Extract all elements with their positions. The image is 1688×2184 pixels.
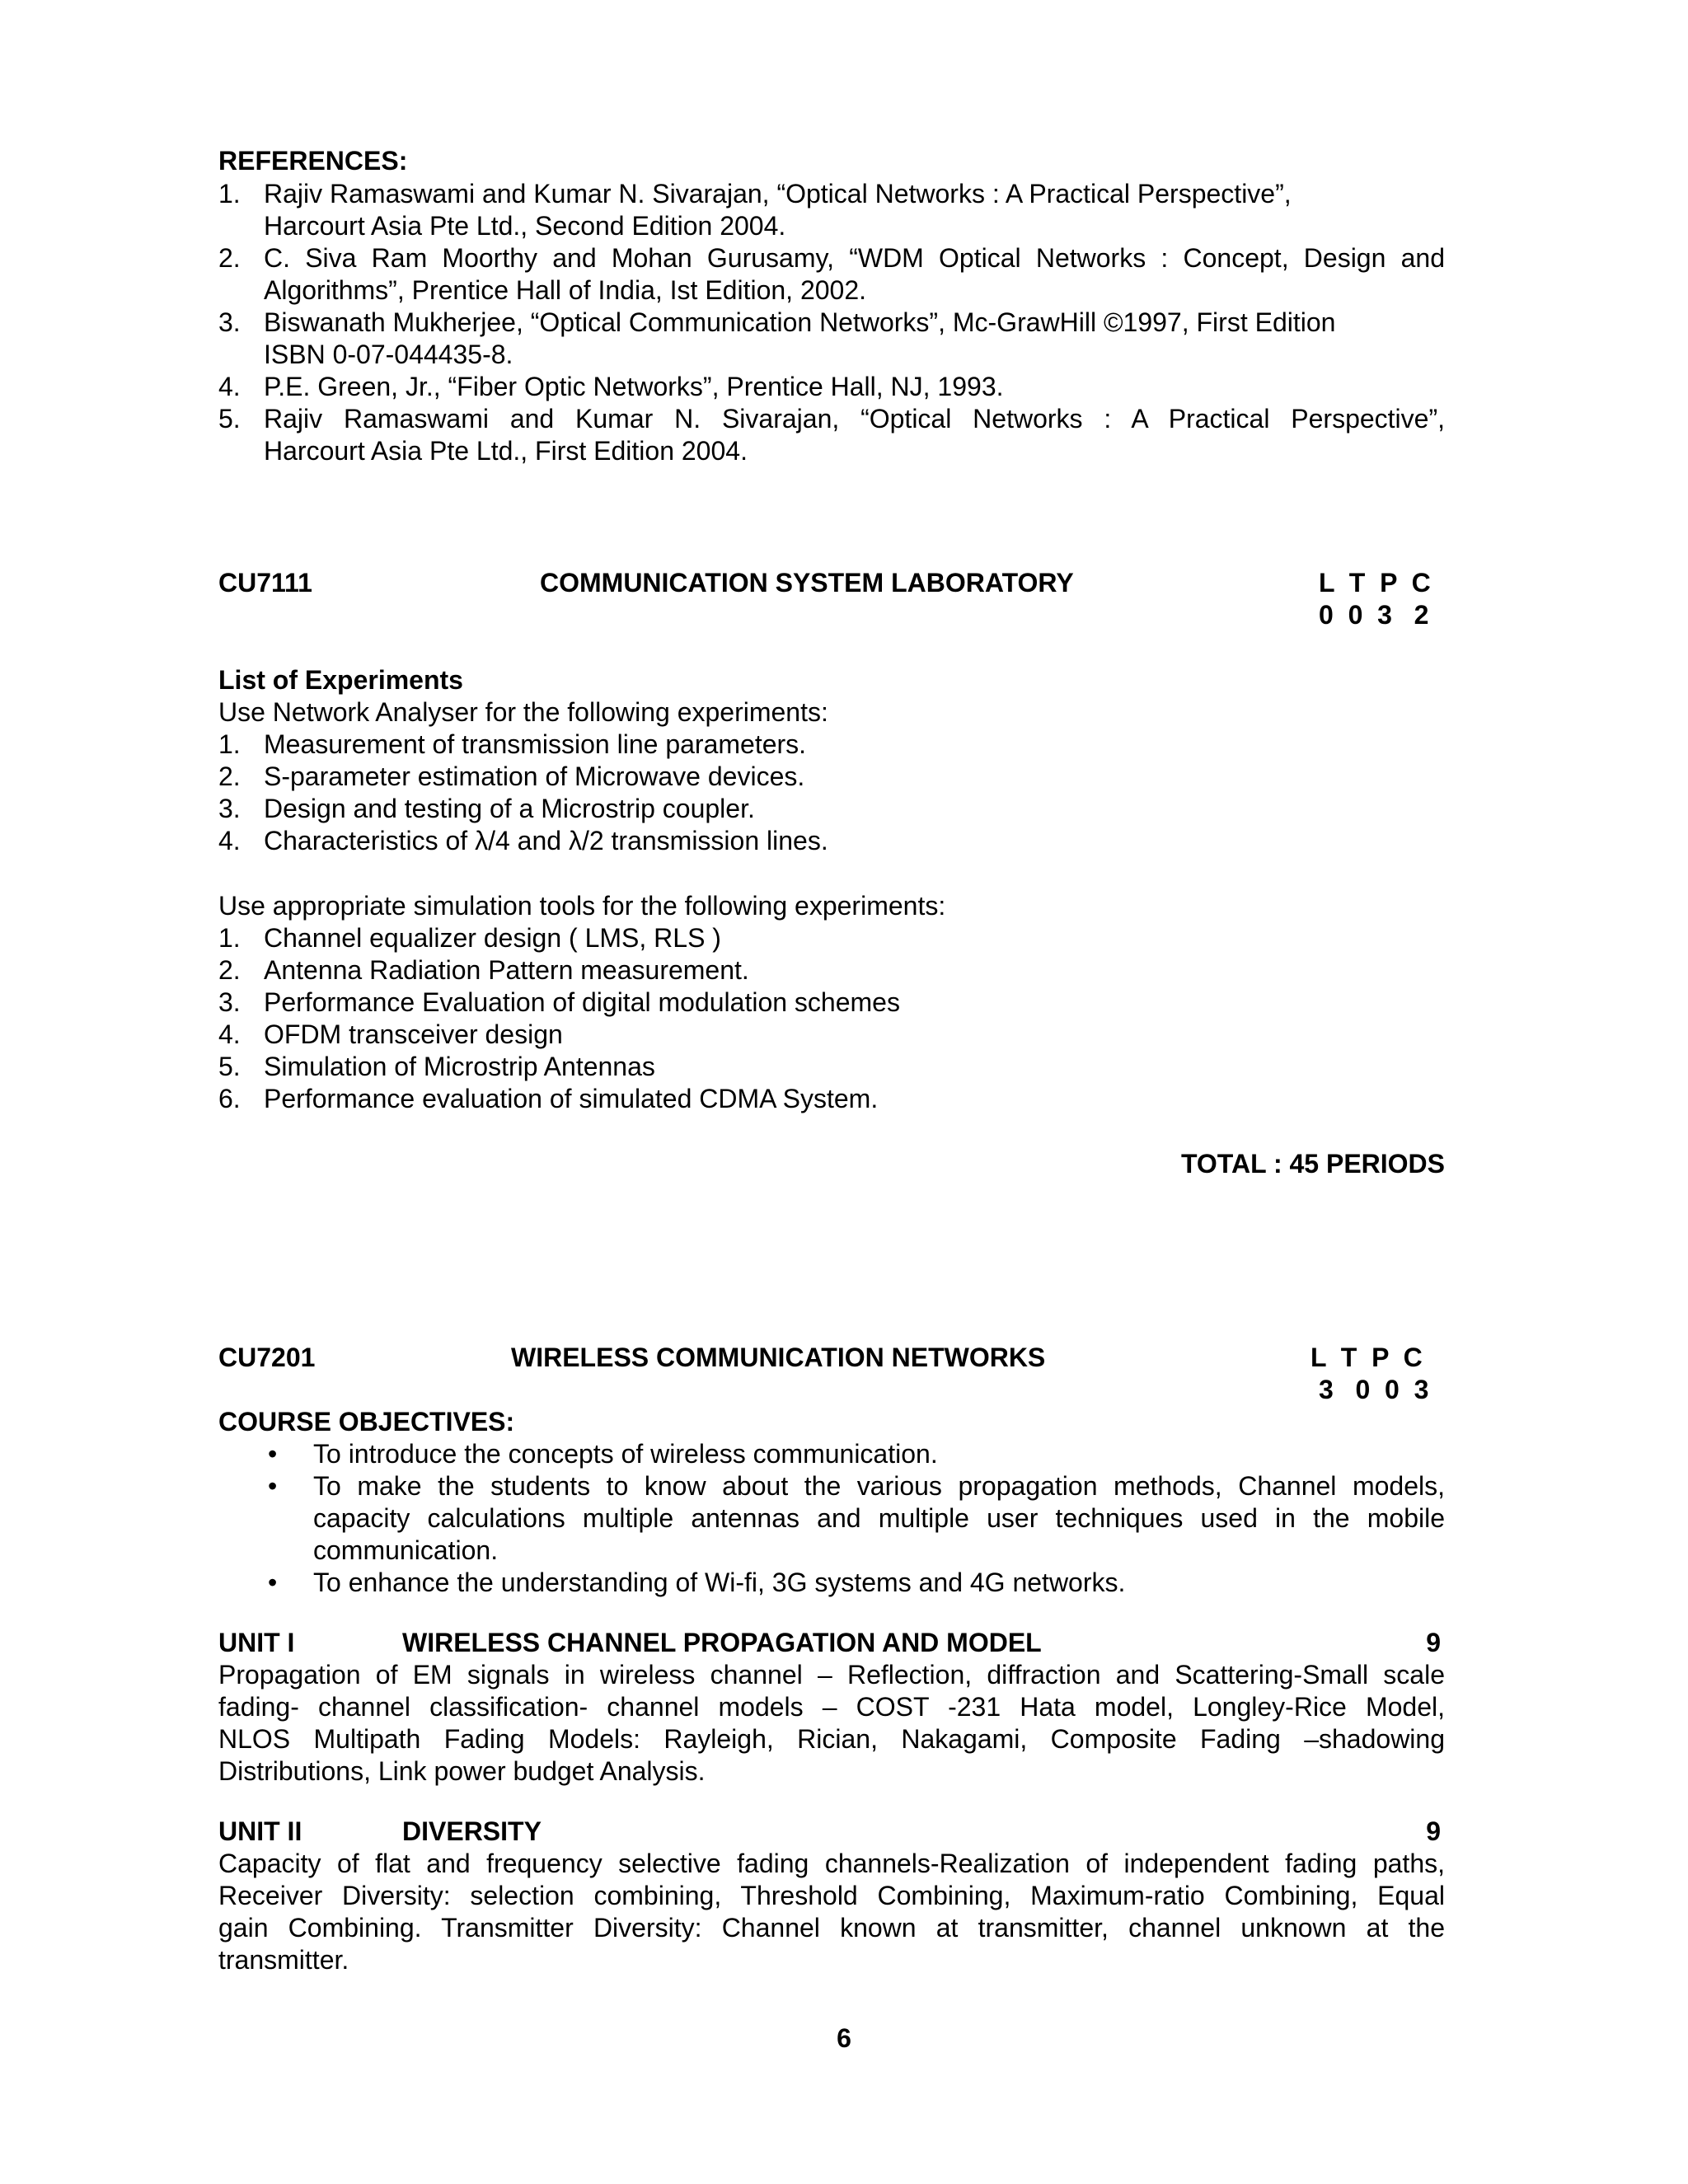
- unit-label: UNIT I: [218, 1628, 295, 1657]
- references-heading: REFERENCES:: [218, 146, 408, 176]
- unit-title: WIRELESS CHANNEL PROPAGATION AND MODEL: [402, 1628, 1042, 1657]
- course-title: COMMUNICATION SYSTEM LABORATORY: [540, 568, 1074, 598]
- network-intro: Use Network Analyser for the following experiments:: [218, 697, 828, 727]
- reference-line: Rajiv Ramaswami and Kumar N. Sivarajan, “Optical Networks : A Practical Perspective”,: [264, 179, 1292, 209]
- reference-line: Harcourt Asia Pte Ltd., Second Edition 2004.: [264, 211, 786, 241]
- reference-number: 5.: [218, 404, 241, 434]
- objectives-heading: COURSE OBJECTIVES:: [218, 1407, 515, 1436]
- course-code: CU7111: [218, 568, 312, 598]
- bullet-icon: •: [268, 1439, 278, 1469]
- unit-text-line: Receiver Diversity: selection combining, Threshold Combining, Maximum-ratio Combining, Equal: [218, 1881, 1445, 1910]
- reference-number: 4.: [218, 372, 241, 401]
- page-number: 6: [837, 2023, 851, 2053]
- unit-text-line: transmitter.: [218, 1945, 349, 1975]
- experiment-number: 5.: [218, 1052, 241, 1081]
- ltpc-header: L T P C: [1311, 1343, 1423, 1372]
- reference-line: ISBN 0-07-044435-8.: [264, 340, 513, 369]
- experiment-item: Performance evaluation of simulated CDMA System.: [264, 1084, 879, 1113]
- experiment-number: 3.: [218, 987, 241, 1017]
- reference-line: C. Siva Ram Moorthy and Mohan Gurusamy, “WDM Optical Networks : Concept, Design and: [264, 243, 1445, 273]
- reference-line: Rajiv Ramaswami and Kumar N. Sivarajan, “Optical Networks : A Practical Perspective”,: [264, 404, 1445, 434]
- simulation-intro: Use appropriate simulation tools for the following experiments:: [218, 891, 946, 921]
- experiment-number: 4.: [218, 826, 241, 855]
- experiment-item: S-parameter estimation of Microwave devices.: [264, 762, 805, 791]
- course-code: CU7201: [218, 1343, 316, 1372]
- ltpc-values: 3 0 0 3: [1319, 1375, 1429, 1404]
- total-periods: TOTAL : 45 PERIODS: [1180, 1149, 1445, 1179]
- ltpc-values: 0 0 3 2: [1319, 600, 1429, 630]
- reference-line: P.E. Green, Jr., “Fiber Optic Networks”, Prentice Hall, NJ, 1993.: [264, 372, 1004, 401]
- unit-label: UNIT II: [218, 1816, 302, 1846]
- experiment-number: 3.: [218, 794, 241, 823]
- unit-text-line: Propagation of EM signals in wireless channel – Reflection, diffraction and Scattering-Small scale: [218, 1660, 1445, 1690]
- unit-hours: 9: [1426, 1816, 1441, 1846]
- experiments-heading: List of Experiments: [218, 665, 463, 695]
- experiment-number: 4.: [218, 1019, 241, 1049]
- reference-line: Algorithms”, Prentice Hall of India, Ist Edition, 2002.: [264, 275, 867, 305]
- experiment-number: 2.: [218, 762, 241, 791]
- objective-line: To introduce the concepts of wireless communication.: [313, 1439, 938, 1469]
- experiment-item: Simulation of Microstrip Antennas: [264, 1052, 655, 1081]
- ltpc-header: L T P C: [1319, 568, 1431, 598]
- reference-line: Harcourt Asia Pte Ltd., First Edition 2004.: [264, 436, 748, 466]
- experiment-item: Measurement of transmission line parameters.: [264, 729, 807, 759]
- experiment-number: 1.: [218, 923, 241, 953]
- experiment-item: Antenna Radiation Pattern measurement.: [264, 955, 749, 985]
- unit-text-line: NLOS Multipath Fading Models: Rayleigh, Rician, Nakagami, Composite Fading –shadowing: [218, 1724, 1445, 1754]
- experiment-item: Performance Evaluation of digital modulation schemes: [264, 987, 900, 1017]
- experiment-item: Design and testing of a Microstrip coupler.: [264, 794, 755, 823]
- unit-text-line: Capacity of flat and frequency selective fading channels-Realization of independent fading paths,: [218, 1849, 1445, 1878]
- experiment-number: 2.: [218, 955, 241, 985]
- reference-line: Biswanath Mukherjee, “Optical Communication Networks”, Mc-GrawHill ©1997, First Edition: [264, 307, 1336, 337]
- experiment-item: OFDM transceiver design: [264, 1019, 563, 1049]
- objective-line: To enhance the understanding of Wi-fi, 3G systems and 4G networks.: [313, 1568, 1126, 1597]
- experiment-item: Channel equalizer design ( LMS, RLS ): [264, 923, 721, 953]
- experiment-item: Characteristics of λ/4 and λ/2 transmission lines.: [264, 826, 828, 855]
- objective-line: To make the students to know about the various propagation methods, Channel models,: [313, 1471, 1445, 1501]
- experiment-number: 1.: [218, 729, 241, 759]
- unit-text-line: fading- channel classification- channel models – COST -231 Hata model, Longley-Rice Model,: [218, 1692, 1445, 1722]
- unit-text-line: gain Combining. Transmitter Diversity: Channel known at transmitter, channel unknown at the: [218, 1913, 1445, 1943]
- unit-text-line: Distributions, Link power budget Analysis.: [218, 1756, 706, 1786]
- reference-number: 1.: [218, 179, 241, 209]
- objective-line: communication.: [313, 1535, 499, 1565]
- reference-number: 2.: [218, 243, 241, 273]
- bullet-icon: •: [268, 1568, 278, 1597]
- experiment-number: 6.: [218, 1084, 241, 1113]
- bullet-icon: •: [268, 1471, 278, 1501]
- reference-number: 3.: [218, 307, 241, 337]
- course-title: WIRELESS COMMUNICATION NETWORKS: [511, 1343, 1046, 1372]
- unit-hours: 9: [1426, 1628, 1441, 1657]
- unit-title: DIVERSITY: [402, 1816, 542, 1846]
- objective-line: capacity calculations multiple antennas and multiple user techniques used in the mobile: [313, 1503, 1445, 1533]
